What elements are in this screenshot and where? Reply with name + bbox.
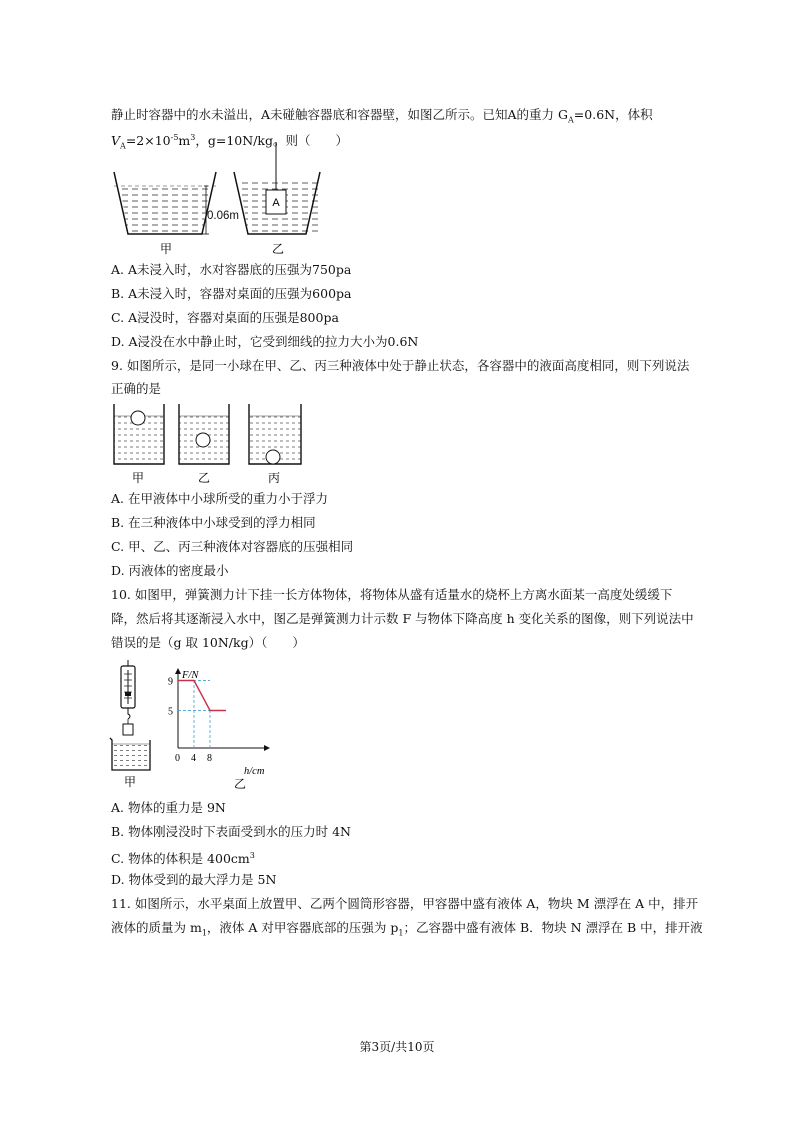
x-axis-label: h/cm [244,766,265,777]
q8-v: V [111,133,121,149]
q11-line2-b: ，液体 A 对甲容器底部的压强为 p [206,920,399,935]
beaker-icon [110,738,150,770]
q9-line-2: 正确的是 [111,381,162,396]
q10-block [123,724,133,735]
q8-exp: -5 [170,133,179,142]
q9-cap-jia: 甲 [132,471,145,485]
q8-figure [112,138,322,258]
q11-line-1: 11. 如图所示，水平桌面上放置甲、乙两个圆筒形容器，甲容器中盛有液体 A，物块 M 漂浮在 A 中，排开 [111,896,699,911]
x-axis-arrow [264,745,270,751]
q8-cap-left: 甲 [160,242,173,256]
q11-line-2 [111,919,703,943]
q10-option-c-text: C. 物体的体积是 400cm [111,851,250,867]
q10-line-1: 10. 如图甲，弹簧测力计下挂一长方体物体，将物体从盛有适量水的烧杯上方离水面某一高度处缓缓下 [111,587,673,602]
q8-height-label: 0.06m [207,210,239,222]
q11-line2-c: ；乙容器中盛有液体 B．物块 N 漂浮在 B 中，排开液 [403,920,703,935]
y-tick-label-5: 5 [168,706,173,718]
q10-option-c-sup: 3 [249,851,255,860]
q8-unit-m: m [178,133,191,149]
q8-option-d: D. A浸没在水中静止时，它受到细线的拉力大小为0.6N [111,334,419,349]
q8-line2-mid: =2×10 [125,133,171,149]
y-axis-arrow [175,668,181,674]
q11-m1-sub: 1 [201,928,207,938]
q8-line1-text: 静止时容器中的水未溢出，A未碰触容器底和容器壁，如图乙所示。已知A的重力 G [111,107,569,122]
q8-ga-sub: A [568,115,574,125]
q9-option-b: B. 在三种液体中小球受到的浮力相同 [111,515,316,530]
q11-p1-sub: 1 [398,928,404,938]
q10-cap-yi: 乙 [234,777,247,791]
x-tick-label-4: 4 [191,753,196,764]
q8-block-label: A [272,197,280,209]
q8-option-b: B. A未浸入时，容器对桌面的压强为600pa [111,286,352,301]
q8-option-a: A. A未浸入时，水对容器底的压强为750pa [111,262,352,277]
page-footer: 第3页/共10页 [359,1040,435,1054]
q9-container-yi [179,404,229,464]
q8-cap-right: 乙 [272,242,285,256]
q10-chart [164,660,274,792]
q8-water-left [120,186,210,234]
q9-ball-bing [266,450,280,464]
q9-container-jia [114,404,164,464]
q9-cap-bing: 丙 [268,471,281,485]
q9-option-c: C. 甲、乙、丙三种液体对容器底的压强相同 [111,539,354,554]
x-tick-label-8: 8 [207,753,212,764]
q8-line2-tail: ，g=10N/kg。则（ ） [195,133,348,149]
q9-cap-yi: 乙 [198,471,211,485]
q10-figure-jia [108,658,162,792]
q10-line-3: 错误的是（g 取 10N/kg）（ ） [111,635,305,650]
series-line [178,681,226,711]
q8-unit-m3: 3 [190,133,196,142]
q10-option-d: D. 物体受到的最大浮力是 5N [111,872,277,887]
q10-option-c [111,847,255,868]
x-tick-label-0: 0 [175,753,180,764]
q11-line2-a: 液体的质量为 m [111,920,202,935]
q8-v-sub: A [120,141,126,151]
q8-line-1 [111,106,653,130]
q10-cap-jia: 甲 [124,775,137,789]
q9-ball-yi [196,433,210,447]
q9-option-d: D. 丙液体的密度最小 [111,563,229,578]
y-axis-label: F/N [182,670,199,681]
y-tick-label-9: 9 [168,676,173,688]
q8-option-c: C. A浸没时，容器对桌面的压强是800pa [111,310,339,325]
q9-option-a: A. 在甲液体中小球所受的重力小于浮力 [111,491,328,506]
q8-line1-tail: =0.6N，体积 [573,107,653,122]
spring-scale-icon [121,660,135,719]
q9-line-1: 9. 如图所示，是同一小球在甲、乙、丙三种液体中处于静止状态，各容器中的液面高度相同，则下列说法 [111,358,690,373]
q9-container-bing [249,404,301,464]
q10-line-2: 降，然后将其逐渐浸入水中，图乙是弹簧测力计示数 F 与物体下降高度 h 变化关系的图像，则下列说法中 [111,611,694,626]
q10-option-b: B. 物体刚浸没时下表面受到水的压力时 4N [111,824,351,839]
q9-figure [112,402,312,486]
q9-ball-jia [131,411,145,425]
q10-option-a: A. 物体的重力是 9N [111,800,226,815]
